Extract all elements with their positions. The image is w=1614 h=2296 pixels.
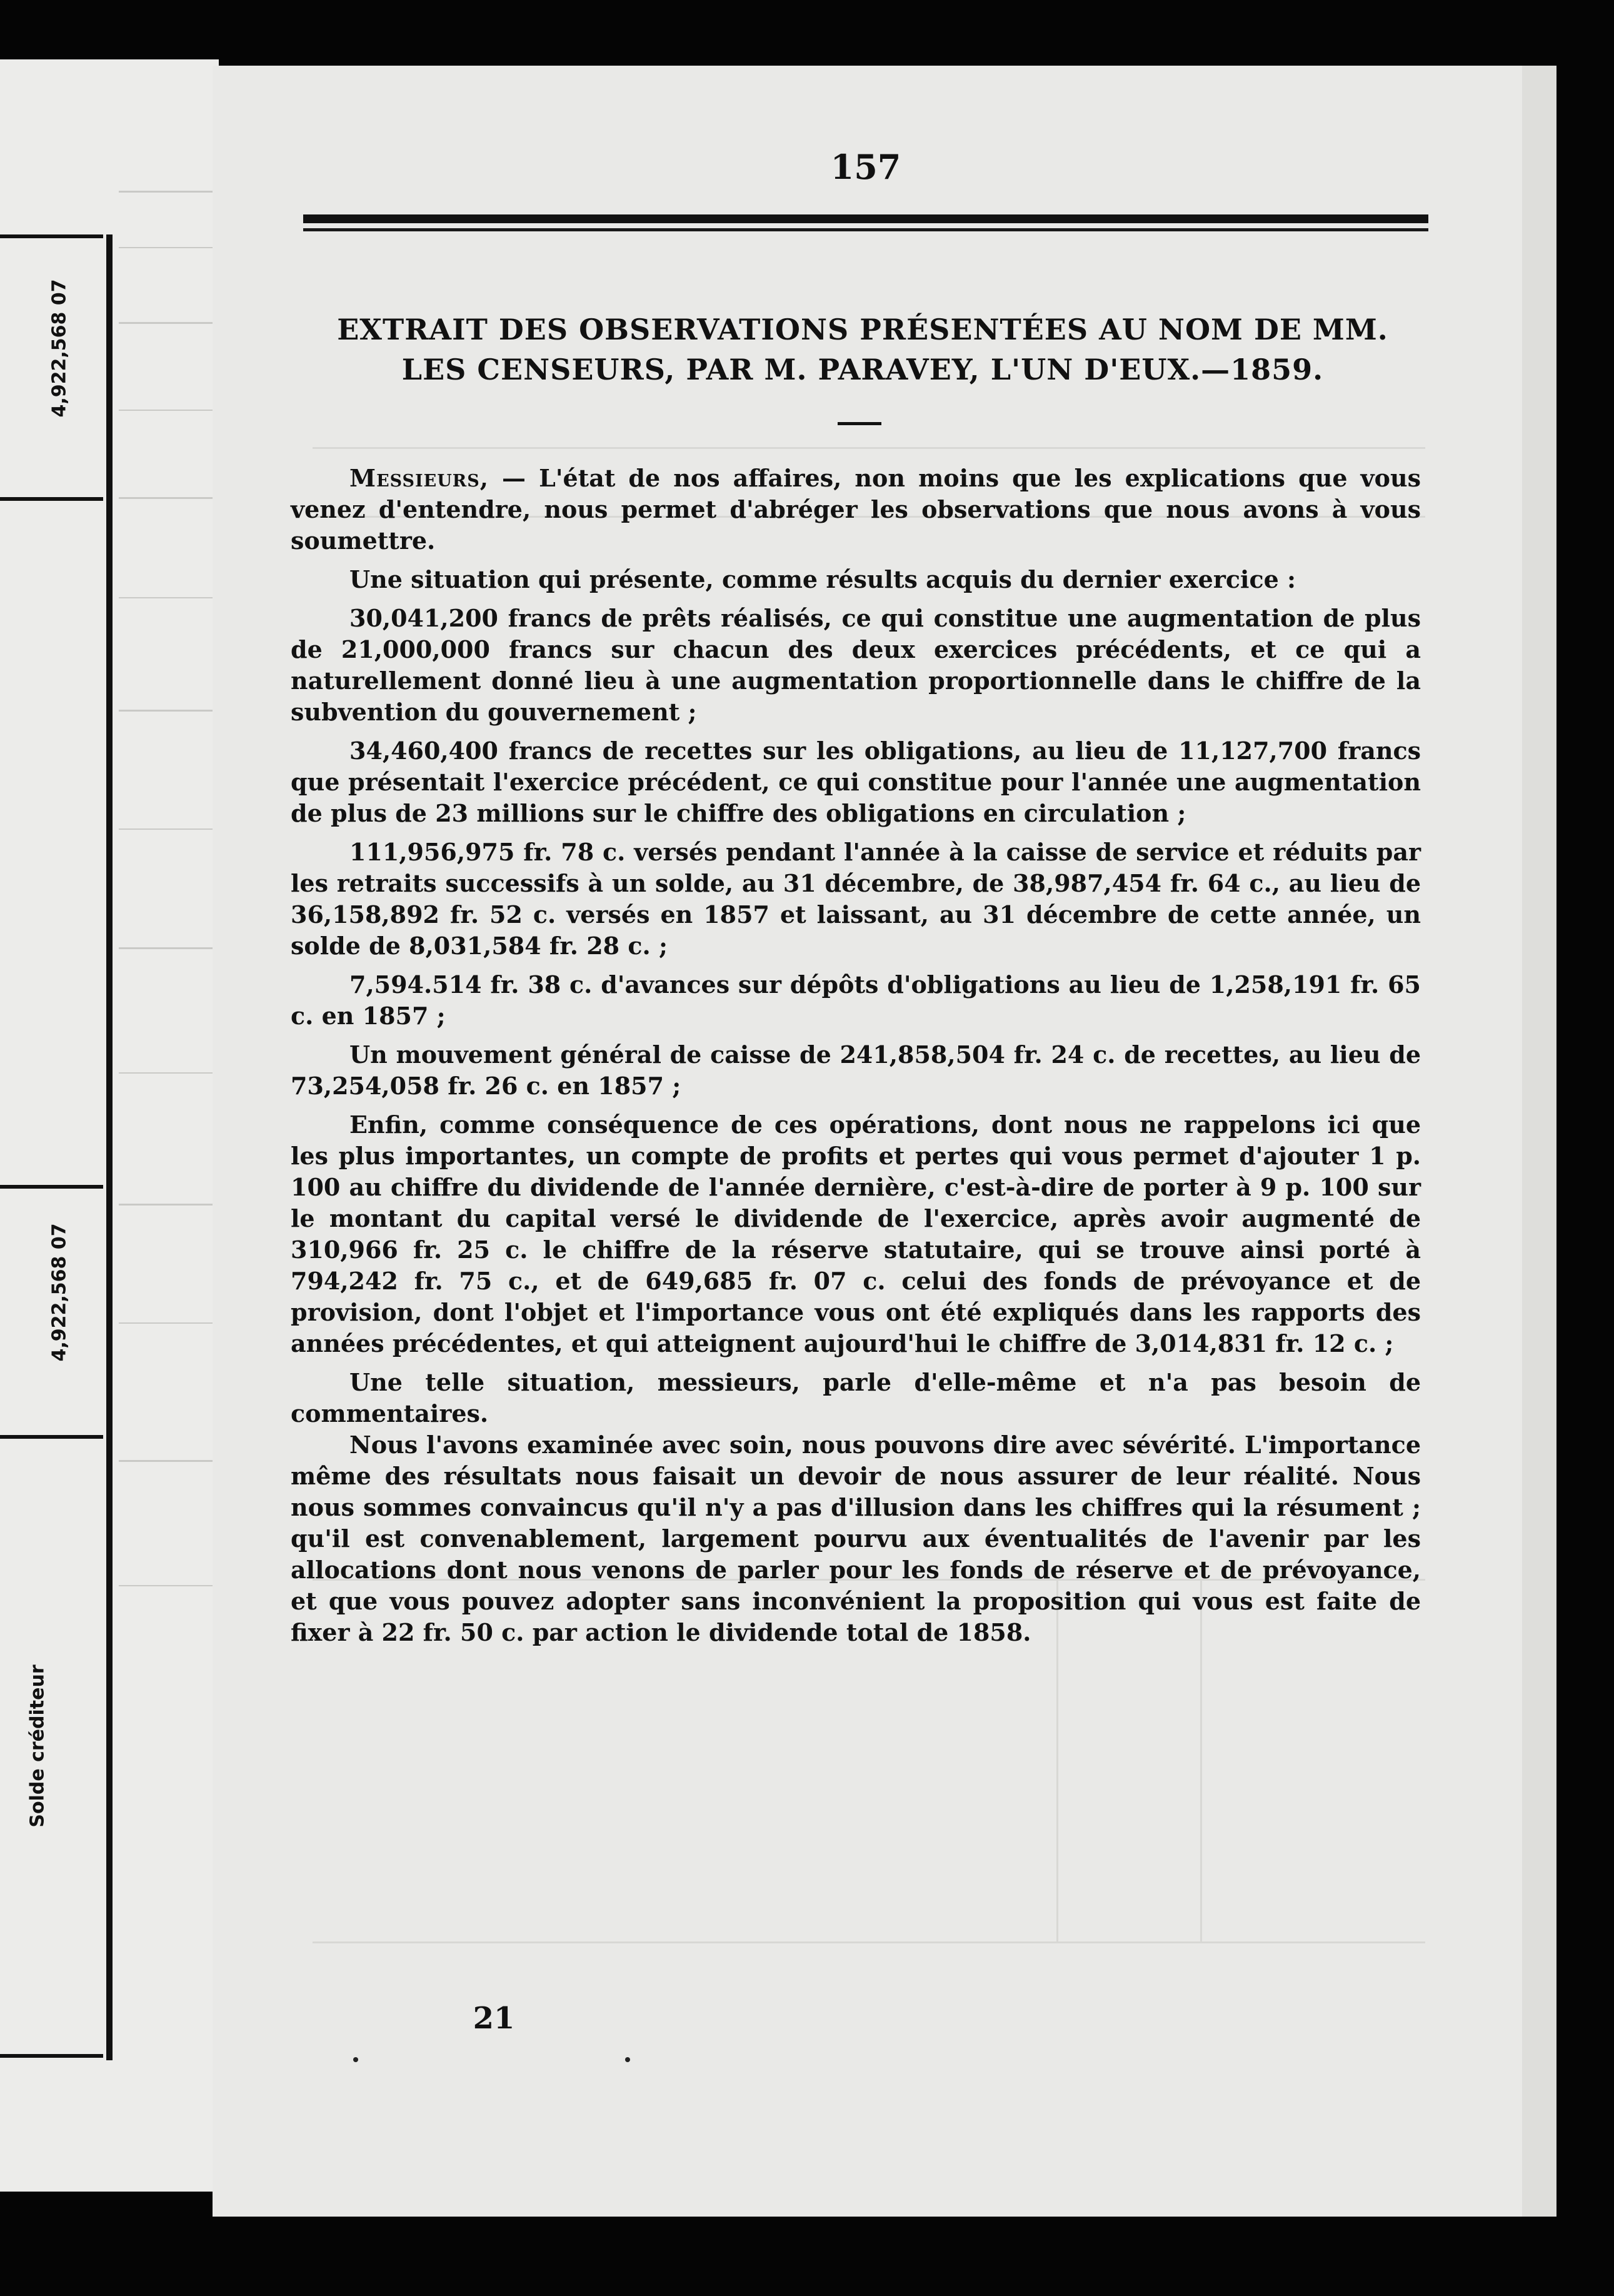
ledger-top-amount: 4,922,568 07: [48, 279, 71, 418]
signature-mark: 21: [473, 2001, 515, 2036]
header-rule: [303, 214, 1428, 223]
paragraph: Messieurs, — L'état de nos affaires, non moins que les explications que vous venez d'entendre, nous permet d'abréger les observations que nous avons à vous soumettre.: [291, 464, 1421, 555]
title-divider: [838, 422, 881, 425]
paragraph: Une telle situation, messieurs, parle d'elle-même et n'a pas besoin de commentaires.: [291, 1368, 1421, 1427]
ink-speck: [353, 2057, 358, 2062]
ledger-frame: [0, 234, 113, 2060]
paragraph: 34,460,400 francs de recettes sur les obligations, au lieu de 11,127,700 francs que présentait l'exercice précédent, ce qui constitue pour l'année une augmentation de plus de 23 millions sur le chiffre des obligations en circulation ;: [291, 737, 1421, 827]
document-title: EXTRAIT DES OBSERVATIONS PRÉSENTÉES AU NOM DE MM. LES CENSEURS, PAR M. PARAVEY, L'UN D'EUX.—1859.: [337, 313, 1388, 386]
paragraph: Une situation qui présente, comme résults acquis du dernier exercice :: [349, 565, 1296, 593]
paragraph: 111,956,975 fr. 78 c. versés pendant l'année à la caisse de service et réduits par les retraits successifs à un solde, au 31 décembre, de 38,987,454 fr. 64 c., au lieu de 36,158,892 fr. 52 c. versés en 1857 et laissant, au 31 décembre de cette année, un solde de 8,031,584 fr. 28 c. ;: [291, 838, 1421, 960]
paragraph: Nous l'avons examinée avec soin, nous pouvons dire avec sévérité. L'importance même des résultats nous faisait un devoir de nous assurer de leur réalité. Nous nous sommes convaincus qu'il n'y a pas d'illusion dans les chiffres qui la résument ; qu'il est convenablement, largement pourvu aux éventualités de l'avenir par les allocations dont nous venons de parler pour les fonds de réserve et de prévoyance, et que vous pouvez adopter sans inconvénient la proposition qui vous est faite de fixer à 22 fr. 50 c. par action le dividende total de 1858.: [291, 1431, 1421, 1646]
paragraph: 30,041,200 francs de prêts réalisés, ce qui constitue une augmentation de plus de 21,000,000 francs sur chacun des deux exercices précédents, et ce qui a naturellement donné lieu à une augmentation proportionnelle dans le chiffre de la subvention du gouvernement ;: [291, 604, 1421, 726]
page-number: 157: [830, 147, 901, 187]
solde-crediteur-label: Solde créditeur: [26, 1664, 49, 1828]
header-rule-thin: [303, 228, 1428, 231]
page-edge: [1522, 66, 1556, 2217]
body-text: [291, 463, 1421, 1648]
paragraph: Un mouvement général de caisse de 241,858,504 fr. 24 c. de recettes, au lieu de 73,254,058 fr. 26 c. en 1857 ;: [291, 1040, 1421, 1100]
ledger-middle-amount: 4,922,568 07: [48, 1223, 71, 1362]
paragraph: Enfin, comme conséquence de ces opérations, dont nous ne rappelons ici que les plus importantes, un compte de profits et pertes qui vous permet d'ajouter 1 p. 100 au chiffre du dividende de l'année dernière, c'est-à-dire de porter à 9 p. 100 sur le montant du capital versé le dividende de l'exercice, après avoir augmenté de 310,966 fr. 25 c. le chiffre de la réserve statutaire, qui se trouve ainsi porté à 794,242 fr. 75 c., et de 649,685 fr. 07 c. celui des fonds de prévoyance et de provision, dont l'objet et l'importance vous ont été expliqués dans les rapports des années précédentes, et qui atteignent aujourd'hui le chiffre de 3,014,831 fr. 12 c. ;: [291, 1110, 1421, 1357]
adjacent-page: [0, 59, 219, 2192]
salutation: Messieurs,: [349, 464, 489, 492]
paragraph: 7,594.514 fr. 38 c. d'avances sur dépôts d'obligations au lieu de 1,258,191 fr. 65 c. en 1857 ;: [291, 970, 1421, 1030]
ink-speck: [625, 2057, 630, 2062]
document-page: [213, 66, 1556, 2217]
